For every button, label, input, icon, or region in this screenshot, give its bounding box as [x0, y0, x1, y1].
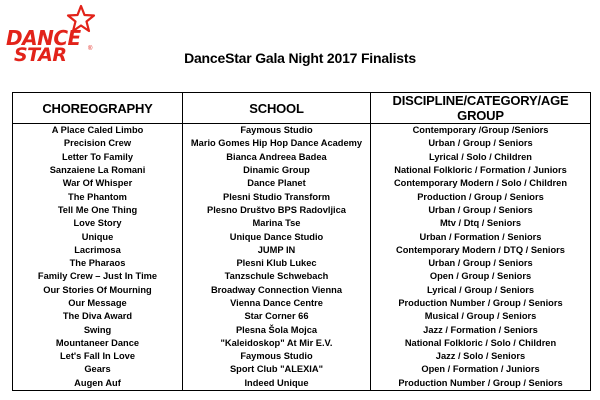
school-cell: Faymous Studio [183, 124, 371, 138]
discipline-cell: Contemporary Modern / DTQ / Seniors [371, 244, 591, 257]
discipline-cell: Production Number / Group / Seniors [371, 297, 591, 310]
school-cell: Broadway Connection Vienna [183, 284, 371, 297]
discipline-cell: Contemporary Modern / Solo / Children [371, 177, 591, 190]
school-cell: JUMP IN [183, 244, 371, 257]
choreography-cell: Augen Auf [13, 377, 183, 391]
discipline-cell: Open / Group / Seniors [371, 270, 591, 283]
discipline-cell: Urban / Group / Seniors [371, 257, 591, 270]
finalists-table [12, 92, 591, 391]
choreography-cell: Let's Fall In Love [13, 350, 183, 363]
table-row [13, 310, 591, 323]
discipline-cell: Mtv / Dtq / Seniors [371, 217, 591, 230]
header-row [13, 93, 591, 124]
table-row [13, 204, 591, 217]
choreography-cell: The Pharaos [13, 257, 183, 270]
school-cell: Star Corner 66 [183, 310, 371, 323]
discipline-cell: Jazz / Solo / Seniors [371, 350, 591, 363]
choreography-cell: Love Story [13, 217, 183, 230]
choreography-cell: The Diva Award [13, 310, 183, 323]
choreography-cell: Our Stories Of Mourning [13, 284, 183, 297]
school-cell: Bianca Andreea Badea [183, 151, 371, 164]
logo-text-dance: DANCE [6, 26, 81, 50]
school-cell: Mario Gomes Hip Hop Dance Academy [183, 137, 371, 150]
table-row [13, 230, 591, 243]
school-cell: "Kaleidoskop" At Mir E.V. [183, 337, 371, 350]
table-row [13, 297, 591, 310]
choreography-cell: Mountaneer Dance [13, 337, 183, 350]
choreography-cell: Precision Crew [13, 137, 183, 150]
table-row [13, 350, 591, 363]
school-cell: Plesno Društvo BPS Radovljica [183, 204, 371, 217]
choreography-cell: Our Message [13, 297, 183, 310]
school-cell: Plesni Studio Transform [183, 190, 371, 203]
discipline-cell: Production Number / Group / Seniors [371, 377, 591, 391]
choreography-cell: Unique [13, 230, 183, 243]
school-cell: Dance Planet [183, 177, 371, 190]
discipline-cell: Open / Formation / Juniors [371, 363, 591, 376]
school-cell: Indeed Unique [183, 377, 371, 391]
discipline-cell: Production / Group / Seniors [371, 190, 591, 203]
table-row [13, 257, 591, 270]
discipline-cell: Lyrical / Solo / Children [371, 151, 591, 164]
table-row [13, 323, 591, 336]
table-row [13, 337, 591, 350]
table-row [13, 377, 591, 391]
table-row [13, 151, 591, 164]
table-row [13, 190, 591, 203]
discipline-cell: Urban / Formation / Seniors [371, 230, 591, 243]
choreography-cell: Tell Me One Thing [13, 204, 183, 217]
choreography-cell: Family Crew – Just In Time [13, 270, 183, 283]
choreography-cell: War Of Whisper [13, 177, 183, 190]
table-row [13, 177, 591, 190]
school-cell: Dinamic Group [183, 164, 371, 177]
table-row [13, 270, 591, 283]
discipline-cell: Lyrical / Group / Seniors [371, 284, 591, 297]
discipline-cell: National Folkloric / Formation / Juniors [371, 164, 591, 177]
table-row [13, 284, 591, 297]
header-school: SCHOOL [183, 93, 371, 124]
discipline-cell: Jazz / Formation / Seniors [371, 323, 591, 336]
discipline-cell: Urban / Group / Seniors [371, 137, 591, 150]
table-row [13, 164, 591, 177]
school-cell: Unique Dance Studio [183, 230, 371, 243]
school-cell: Plesna Šola Mojca [183, 323, 371, 336]
choreography-cell: Gears [13, 363, 183, 376]
page-title: DanceStar Gala Night 2017 Finalists [184, 50, 416, 66]
discipline-cell: Contemporary /Group /Seniors [371, 124, 591, 138]
school-cell: Vienna Dance Centre [183, 297, 371, 310]
choreography-cell: A Place Caled Limbo [13, 124, 183, 138]
choreography-cell: Lacrimosa [13, 244, 183, 257]
discipline-cell: Musical / Group / Seniors [371, 310, 591, 323]
choreography-cell: The Phantom [13, 190, 183, 203]
school-cell: Sport Club "ALEXIA" [183, 363, 371, 376]
discipline-cell: Urban / Group / Seniors [371, 204, 591, 217]
discipline-cell: National Folkloric / Solo / Children [371, 337, 591, 350]
school-cell: Marina Tse [183, 217, 371, 230]
table-row [13, 244, 591, 257]
table-row [13, 124, 591, 138]
school-cell: Faymous Studio [183, 350, 371, 363]
logo-text-star: STAR [14, 44, 67, 66]
table-row [13, 137, 591, 150]
school-cell: Plesni Klub Lukec [183, 257, 371, 270]
header-discipline: DISCIPLINE/CATEGORY/AGE GROUP [371, 93, 591, 124]
registered-mark: ® [88, 46, 93, 52]
table-row [13, 363, 591, 376]
table-row [13, 217, 591, 230]
header-choreography: CHOREOGRAPHY [13, 93, 183, 124]
school-cell: Tanzschule Schwebach [183, 270, 371, 283]
choreography-cell: Sanzaiene La Romani [13, 164, 183, 177]
choreography-cell: Letter To Family [13, 151, 183, 164]
choreography-cell: Swing [13, 323, 183, 336]
